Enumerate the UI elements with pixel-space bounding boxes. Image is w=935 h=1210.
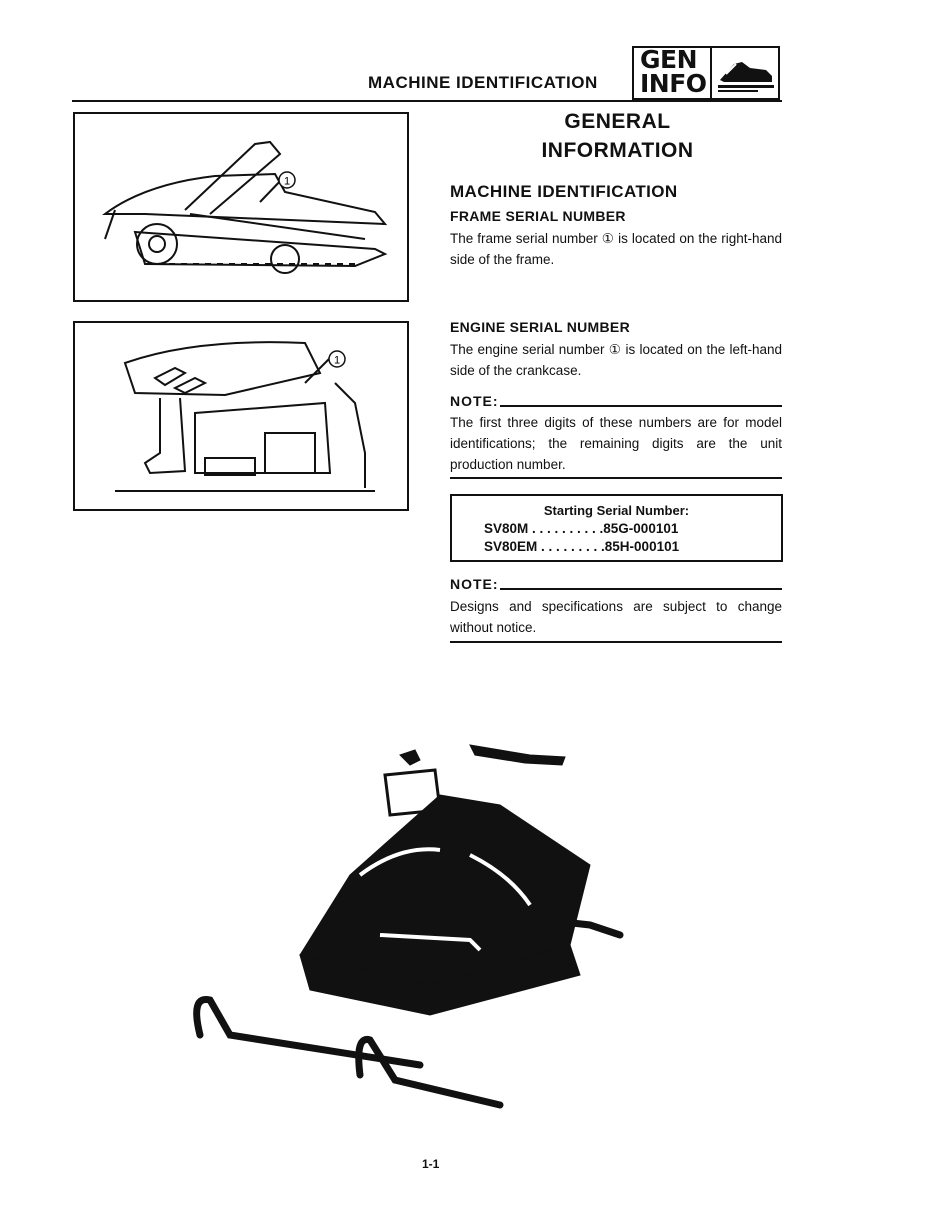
engine-serial-heading: ENGINE SERIAL NUMBER bbox=[450, 319, 630, 335]
note-rule-bottom-1 bbox=[450, 477, 782, 479]
page-number: 1-1 bbox=[422, 1157, 440, 1171]
starting-serial-box bbox=[450, 494, 783, 562]
snowmobile-photo bbox=[170, 735, 690, 1125]
engine-serial-text: The engine serial number ① is located on the left-hand side of the crankcase. bbox=[450, 342, 782, 378]
section-heading-machine-identification: MACHINE IDENTIFICATION bbox=[450, 182, 678, 201]
note-rule-bottom-2 bbox=[450, 641, 782, 643]
snowmobile-icon bbox=[716, 54, 776, 94]
frame-serial-figure bbox=[73, 112, 409, 302]
note-label-2: NOTE: bbox=[450, 576, 499, 592]
engine-callout-number: 1 bbox=[333, 354, 341, 367]
frame-callout-number: 1 bbox=[283, 175, 291, 188]
note-rule-top-1 bbox=[500, 405, 782, 407]
header-section-title: MACHINE IDENTIFICATION bbox=[368, 73, 598, 92]
frame-serial-text: The frame serial number ① is located on the right-hand side of the frame. bbox=[450, 231, 782, 267]
serial-box-heading: Starting Serial Number: bbox=[543, 503, 690, 518]
main-title-general: GENERAL bbox=[564, 110, 671, 133]
main-title-information: INFORMATION bbox=[541, 139, 694, 162]
serial-row-sv80em: SV80EM . . . . . . . . .85H-000101 bbox=[484, 539, 680, 554]
frame-serial-heading: FRAME SERIAL NUMBER bbox=[450, 208, 626, 224]
badge-line-gen: GEN bbox=[640, 45, 698, 74]
note-label-1: NOTE: bbox=[450, 393, 499, 409]
badge-line-info: INFO bbox=[640, 69, 707, 98]
note-text-2: Designs and specifications are subject to change without notice. bbox=[450, 599, 782, 635]
note-rule-top-2 bbox=[500, 588, 782, 590]
header-rule bbox=[72, 100, 782, 102]
gen-info-badge bbox=[632, 46, 780, 100]
serial-row-sv80m: SV80M . . . . . . . . . .85G-000101 bbox=[484, 521, 679, 536]
engine-serial-figure bbox=[73, 321, 409, 511]
engine-illustration bbox=[75, 323, 407, 509]
note-text-1: The first three digits of these numbers are for model identifications; the remaining digits are the unit production number. bbox=[450, 415, 782, 472]
badge-divider bbox=[710, 48, 712, 98]
frame-illustration bbox=[75, 114, 407, 300]
gen-info-label bbox=[640, 45, 712, 98]
